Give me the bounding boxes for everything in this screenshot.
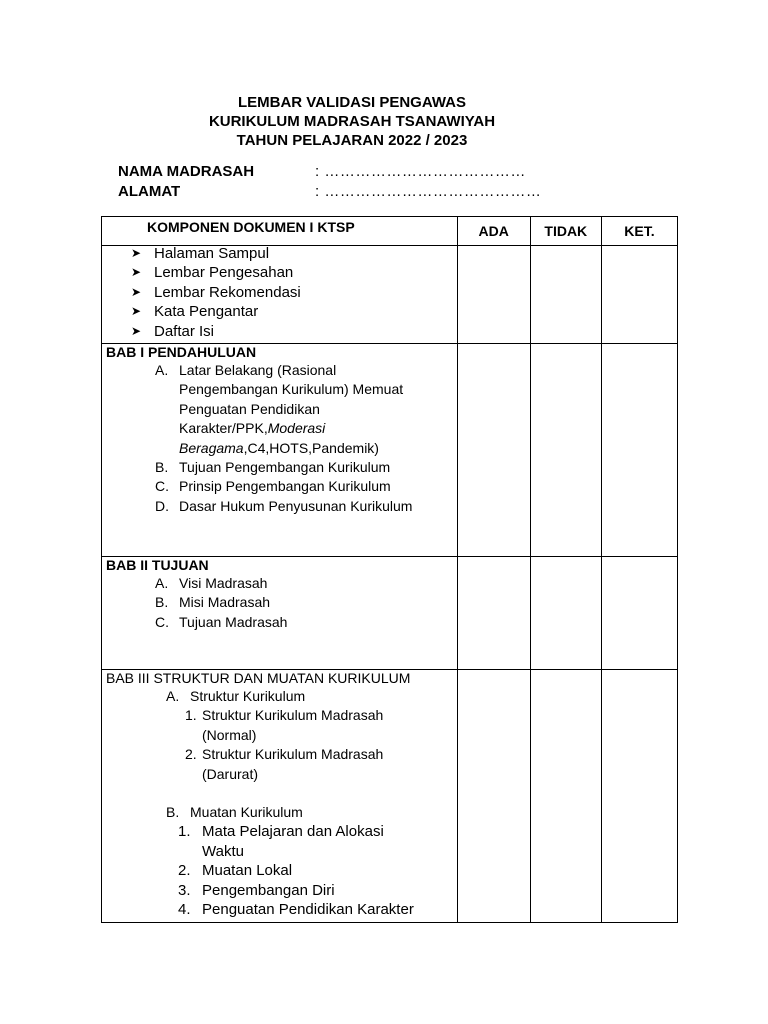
bab3-cell xyxy=(102,670,458,923)
bab3-item-a: A. Struktur Kurikulum xyxy=(166,688,306,704)
nama-madrasah-label: NAMA MADRASAH xyxy=(118,163,255,180)
ada-cell[interactable] xyxy=(457,557,530,670)
header-ada: ADA xyxy=(457,217,530,246)
bab1-item-a-line: Pengembangan Kurikulum) Memuat xyxy=(179,381,404,398)
bab3-muatan-item: 3. Pengembangan Diri xyxy=(178,881,335,899)
title-line-2: KURIKULUM MADRASAH TSANAWIYAH xyxy=(208,113,496,130)
bab2-item: A. Visi Madrasah xyxy=(155,575,268,591)
ada-cell[interactable] xyxy=(457,344,530,557)
bab3-title: BAB III STRUKTUR DAN MUATAN KURIKULUM xyxy=(106,670,411,686)
tidak-cell[interactable] xyxy=(530,670,601,923)
list-item: ➤ Lembar Rekomendasi xyxy=(131,283,301,301)
ket-cell[interactable] xyxy=(601,344,677,557)
bab3-muatan-item: 1. Mata Pelajaran dan Alokasi xyxy=(178,823,384,841)
title-line-1: LEMBAR VALIDASI PENGAWAS xyxy=(237,94,467,111)
bab3-sub-item: 2. Struktur Kurikulum Madrasah xyxy=(185,746,384,763)
alamat-field: : …………………………………… xyxy=(315,183,542,200)
bab1-item-a: A. Latar Belakang (Rasional xyxy=(155,362,337,378)
bab1-item-d: D. Dasar Hukum Penyusunan Kurikulum xyxy=(155,497,413,514)
bab1-item-b: B. Tujuan Pengembangan Kurikulum xyxy=(155,459,391,476)
validation-table xyxy=(101,216,678,923)
bab3-sub-item-line: (Normal) xyxy=(202,726,257,743)
arrowhead-bullet-icon: ➤ xyxy=(131,265,142,280)
header-tidak: TIDAK xyxy=(530,217,601,246)
header-komponen: KOMPONEN DOKUMEN I KTSP xyxy=(102,217,458,246)
bab3-item-b: B. Muatan Kurikulum xyxy=(166,804,303,821)
table-row-bab1 xyxy=(102,344,678,557)
ada-cell[interactable] xyxy=(457,670,530,923)
bab2-item: B. Misi Madrasah xyxy=(155,594,271,611)
header-ket: KET. xyxy=(601,217,677,246)
arrowhead-bullet-icon: ➤ xyxy=(131,304,142,319)
bab2-item: C. Tujuan Madrasah xyxy=(155,613,288,630)
bab1-item-c: C. Prinsip Pengembangan Kurikulum xyxy=(155,478,391,495)
table-header-row xyxy=(102,217,678,246)
table-row-bab2 xyxy=(102,557,678,670)
bab1-cell xyxy=(102,344,458,557)
alamat-label: ALAMAT xyxy=(118,183,181,200)
table-row-front-matter xyxy=(102,246,678,344)
front-matter-cell xyxy=(102,246,458,344)
ket-cell[interactable] xyxy=(601,557,677,670)
tidak-cell[interactable] xyxy=(530,344,601,557)
bab3-muatan-item-line: Waktu xyxy=(202,842,244,860)
arrowhead-bullet-icon: ➤ xyxy=(131,246,142,260)
bab1-title: BAB I PENDAHULUAN xyxy=(106,344,257,360)
tidak-cell[interactable] xyxy=(530,557,601,670)
bab3-muatan-item: 2. Muatan Lokal xyxy=(178,862,293,880)
table-row-bab3 xyxy=(102,670,678,923)
list-item: ➤ Halaman Sampul xyxy=(131,245,270,262)
list-item: ➤ Lembar Pengesahan xyxy=(131,264,294,282)
list-item: ➤ Daftar Isi xyxy=(131,322,215,340)
tidak-cell[interactable] xyxy=(530,246,601,344)
bab1-item-a-line: Penguatan Pendidikan xyxy=(179,400,320,417)
bab3-sub-item-line: (Darurat) xyxy=(202,765,259,782)
arrowhead-bullet-icon: ➤ xyxy=(131,323,142,338)
bab2-cell xyxy=(102,557,458,670)
list-item: ➤ Kata Pengantar xyxy=(131,303,259,321)
arrowhead-bullet-icon: ➤ xyxy=(131,284,142,299)
bab2-title: BAB II TUJUAN xyxy=(106,557,209,573)
nama-madrasah-field: : ………………………………… xyxy=(315,163,526,180)
bab1-item-a-line: Karakter/PPK,Moderasi xyxy=(179,420,326,437)
bab1-item-a-line: Beragama,C4,HOTS,Pandemik) xyxy=(179,439,379,456)
bab3-sub-item: 1. Struktur Kurikulum Madrasah xyxy=(185,707,384,724)
bab3-muatan-item: 4. Penguatan Pendidikan Karakter xyxy=(178,901,414,919)
ket-cell[interactable] xyxy=(601,670,677,923)
title-line-3: TAHUN PELAJARAN 2022 / 2023 xyxy=(236,132,468,149)
document-title xyxy=(0,93,704,150)
ada-cell[interactable] xyxy=(457,246,530,344)
ket-cell[interactable] xyxy=(601,246,677,344)
